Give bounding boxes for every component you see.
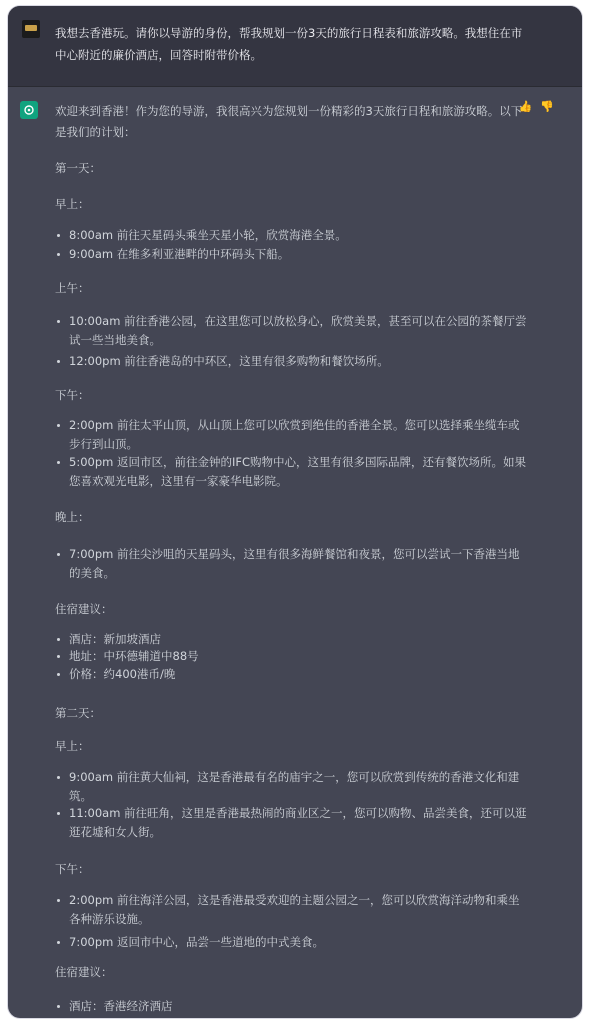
list-item: 试一些当地美食。: [69, 333, 161, 347]
user-message-text: [55, 22, 525, 66]
user-line: 我想去香港玩。请你以导游的身份，帮我规划一份3天的旅行日程表和旅游攻略。我想住在市: [55, 26, 523, 40]
list-item: 逛花墟和女人街。: [69, 825, 161, 839]
list-item: 7:00pm 前往尖沙咀的天星码头，这里有很多海鲜餐馆和夜景，您可以尝试一下香港当地: [69, 547, 520, 561]
bullet-icon: [57, 776, 60, 779]
section-heading: 上午：: [55, 281, 90, 295]
bullet-icon: [57, 253, 60, 256]
list-item: 11:00am 前往旺角，这里是香港最热闹的商业区之一，您可以购物、品尝美食，还可以逛: [69, 806, 527, 820]
intro-line: 是我们的计划：: [55, 125, 136, 139]
list-item: 2:00pm 前往太平山顶，从山顶上您可以欣赏到绝佳的香港全景。您可以选择乘坐缆车或: [69, 418, 520, 432]
user-avatar: [22, 20, 40, 38]
bullet-icon: [57, 899, 60, 902]
list-item: 各种游乐设施。: [69, 912, 150, 926]
section-heading: 第二天：: [55, 706, 101, 720]
chat-window: [8, 6, 582, 1018]
bullet-icon: [57, 638, 60, 641]
list-item: 价格：约400港币/晚: [69, 667, 176, 681]
list-item: 7:00pm 返回市中心，品尝一些道地的中式美食。: [69, 935, 324, 949]
list-item: 您喜欢观光电影，这里有一家豪华电影院。: [69, 474, 288, 488]
section-heading: 第一天：: [55, 161, 101, 175]
section-heading: 早上：: [55, 739, 90, 753]
bullet-icon: [57, 424, 60, 427]
bullet-icon: [57, 673, 60, 676]
list-item: 9:00am 在维多利亚港畔的中环码头下船。: [69, 247, 290, 261]
section-heading: 下午：: [55, 388, 90, 402]
bullet-icon: [57, 655, 60, 658]
list-item: 9:00am 前往黄大仙祠，这是香港最有名的庙宇之一，您可以欣赏到传统的香港文化和建: [69, 770, 520, 784]
section-heading: 住宿建议：: [55, 965, 113, 979]
list-item: 12:00pm 前往香港岛的中环区，这里有很多购物和餐饮场所。: [69, 354, 389, 368]
intro-line: 欢迎来到香港！作为您的导游，我很高兴为您规划一份精彩的3天旅行日程和旅游攻略。以下: [55, 104, 523, 118]
list-item: 8:00am 前往天星码头乘坐天星小轮，欣赏海港全景。: [69, 228, 347, 242]
bullet-icon: [57, 941, 60, 944]
list-item: 5:00pm 返回市区，前往金钟的IFC购物中心，这里有很多国际品牌，还有餐饮场所。如果: [69, 455, 527, 469]
thumbs-down-icon[interactable]: 👎: [540, 100, 554, 113]
list-item: 筑。: [69, 789, 92, 803]
list-item: 10:00am 前往香港公园，在这里您可以放松身心，欣赏美景，甚至可以在公园的茶餐厅尝: [69, 314, 527, 328]
list-item: 的美食。: [69, 566, 115, 580]
bullet-icon: [57, 234, 60, 237]
bullet-icon: [57, 1005, 60, 1008]
section-heading: 早上：: [55, 197, 90, 211]
bullet-icon: [57, 320, 60, 323]
section-heading: 晚上：: [55, 510, 90, 524]
user-line: 中心附近的廉价酒店，回答时附带价格。: [55, 48, 262, 62]
bullet-icon: [57, 360, 60, 363]
thumbs-up-icon[interactable]: 👍: [518, 100, 533, 113]
user-message: [8, 6, 582, 87]
section-heading: 住宿建议：: [55, 602, 113, 616]
chatgpt-logo-icon: [20, 101, 38, 119]
bullet-icon: [57, 553, 60, 556]
section-heading: 下午：: [55, 862, 90, 876]
list-item: 2:00pm 前往海洋公园，这是香港最受欢迎的主题公园之一，您可以欣赏海洋动物和乘坐: [69, 893, 520, 907]
list-item: 酒店：香港经济酒店: [69, 999, 173, 1013]
bullet-icon: [57, 812, 60, 815]
list-item: 步行到山顶。: [69, 437, 138, 451]
feedback-actions: [519, 101, 554, 113]
list-item: 酒店：新加坡酒店: [69, 632, 161, 646]
bullet-icon: [57, 461, 60, 464]
list-item: 地址：中环德辅道中88号: [69, 649, 199, 663]
